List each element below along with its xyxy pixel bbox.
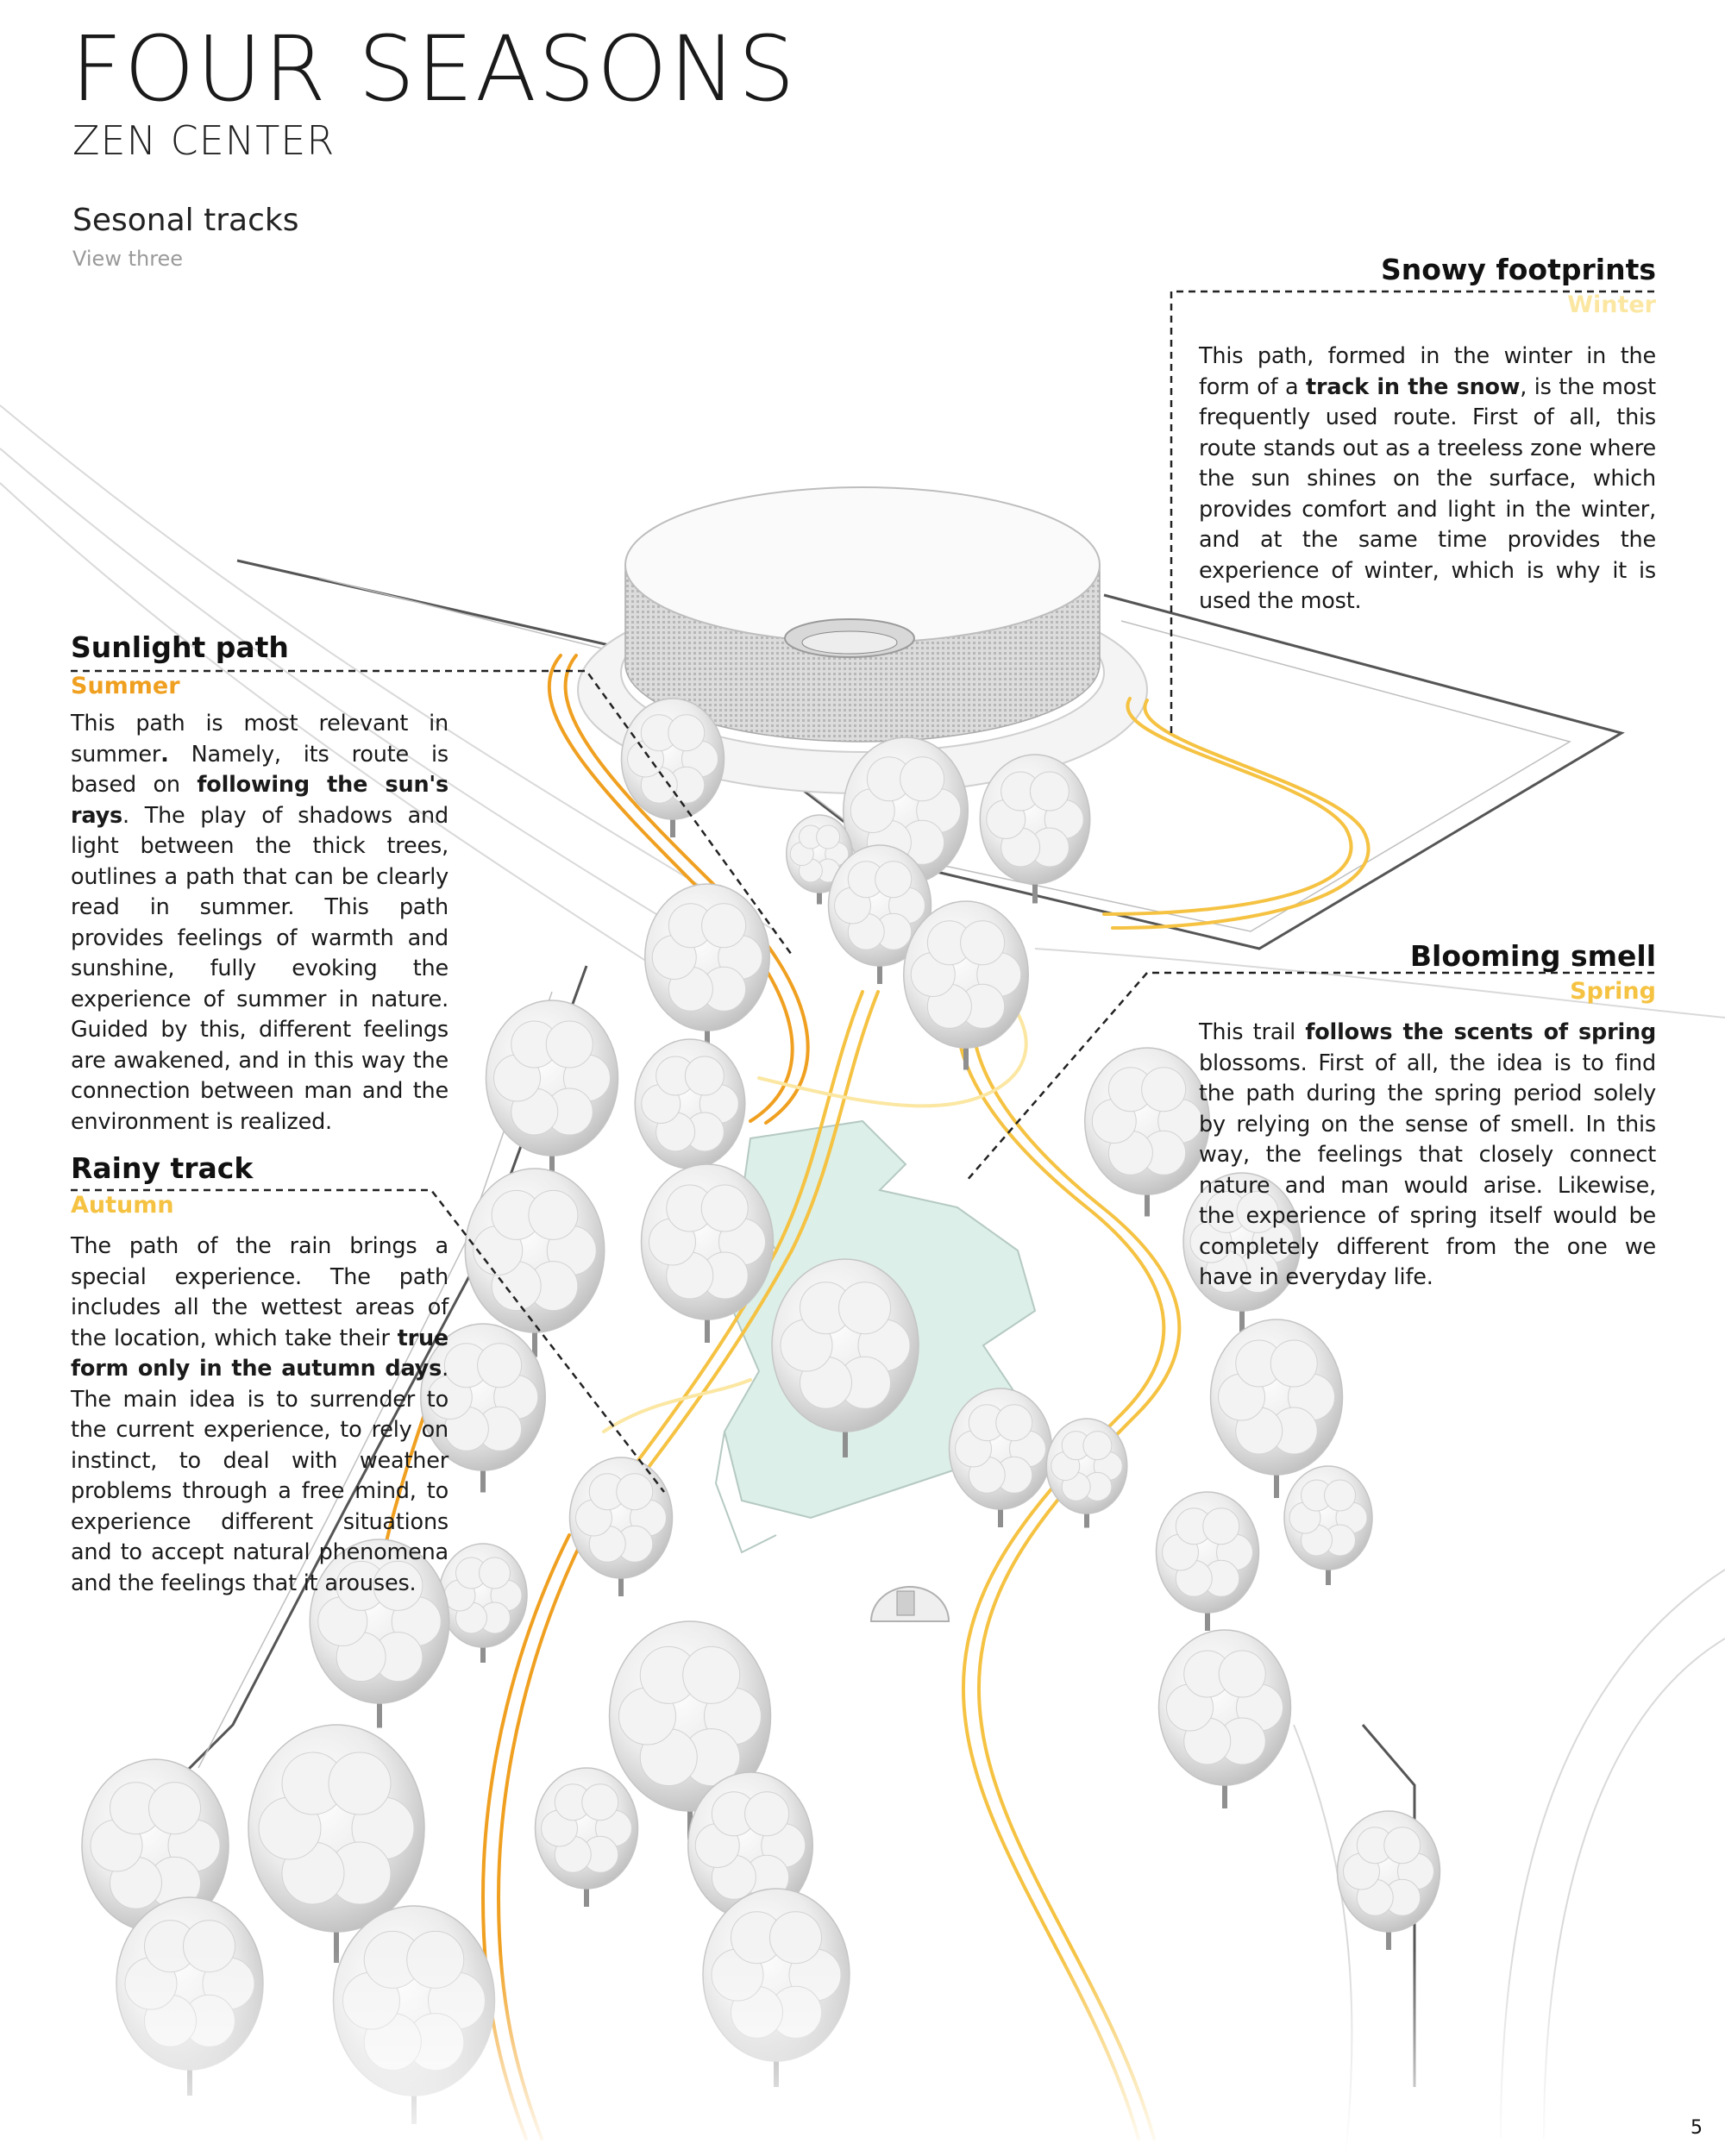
tree xyxy=(536,1768,638,1907)
tree xyxy=(1046,1419,1127,1528)
small-dome xyxy=(871,1587,949,1621)
autumn-text-part: . The main idea is to surrender to the current experience, to rely on instinct, to deal with weather problems through a free mind, to experience different situations and to accept natural phenomena and the feelings that it arouses. xyxy=(71,1356,448,1596)
summer-season-label: Summer xyxy=(71,673,180,699)
spring-heading: Blooming smell xyxy=(1409,939,1656,973)
winter-text-bold: track in the snow xyxy=(1305,373,1521,400)
tree xyxy=(904,901,1029,1070)
summer-text-part: . The play of shadows and light between the thick trees, outlines a path that can be clearly read in summer. This path provides feelings of warmth and sunshine, fully evoking the experience of summer in nature. Guided by this, different feelings are awakened, and in this way the connection between man and the environment is realized. xyxy=(71,802,448,1135)
autumn-season-label: Autumn xyxy=(71,1192,174,1219)
summer-heading: Sunlight path xyxy=(71,630,289,664)
tree xyxy=(1159,1630,1291,1808)
spring-description xyxy=(1199,1018,1656,1294)
tree xyxy=(645,884,770,1053)
tree xyxy=(1338,1811,1440,1950)
spring-text-bold: follows the scents of spring xyxy=(1305,1019,1656,1045)
tree xyxy=(1284,1466,1372,1585)
tree xyxy=(1085,1048,1210,1217)
tree xyxy=(980,755,1090,904)
spring-text-part: This trail xyxy=(1199,1019,1306,1045)
summer-description xyxy=(71,709,448,1138)
page-title: FOUR SEASONS xyxy=(71,16,797,122)
tree xyxy=(622,699,724,837)
page-subtitle: ZEN CENTER xyxy=(72,117,336,164)
tree xyxy=(439,1544,527,1663)
autumn-description xyxy=(71,1232,448,1599)
winter-description xyxy=(1199,342,1656,617)
page-number: 5 xyxy=(1690,2117,1703,2139)
autumn-text-bold: true form only in the autumn days xyxy=(71,1325,448,1382)
winter-season-label: Winter xyxy=(1567,291,1656,318)
tree xyxy=(570,1457,673,1596)
tree xyxy=(486,1000,618,1179)
summer-text-part: This path is most relevant in summer xyxy=(71,711,448,768)
section-title: Sesonal tracks xyxy=(72,203,299,238)
tree xyxy=(1157,1492,1259,1631)
spring-season-label: Spring xyxy=(1570,978,1656,1005)
winter-text-part: This path, formed in the winter in the form of a xyxy=(1199,343,1656,400)
summer-text-bold: . xyxy=(160,741,169,768)
section-subtitle: View three xyxy=(72,247,184,271)
winter-heading: Snowy footprints xyxy=(1380,253,1656,286)
summer-text-part: Namely, its route is based on xyxy=(71,741,448,798)
autumn-text-part: The path of the rain brings a special experience. The path includes all the wettest areas of the location, which take their xyxy=(71,1233,448,1351)
spring-text-part: blossoms. First of all, the idea is to find the path during the spring period solely by relying on the sense of smell. In this way, the feelings that closely connect nature and man would arise. Likewise, the experience of spring itself would be completely different from the one we have in everyday life. xyxy=(1199,1050,1656,1290)
autumn-heading: Rainy track xyxy=(71,1151,254,1185)
summer-text-bold: following the sun's rays xyxy=(71,772,448,829)
winter-text-part: , is the most frequently used route. First of all, this route stands out as a treeless zone where the sun shines on the surface, which provides comfort and light in the winter, and at the same time provides the experience of winter, which is why it is used the most. xyxy=(1199,373,1656,614)
tree xyxy=(635,1039,745,1188)
